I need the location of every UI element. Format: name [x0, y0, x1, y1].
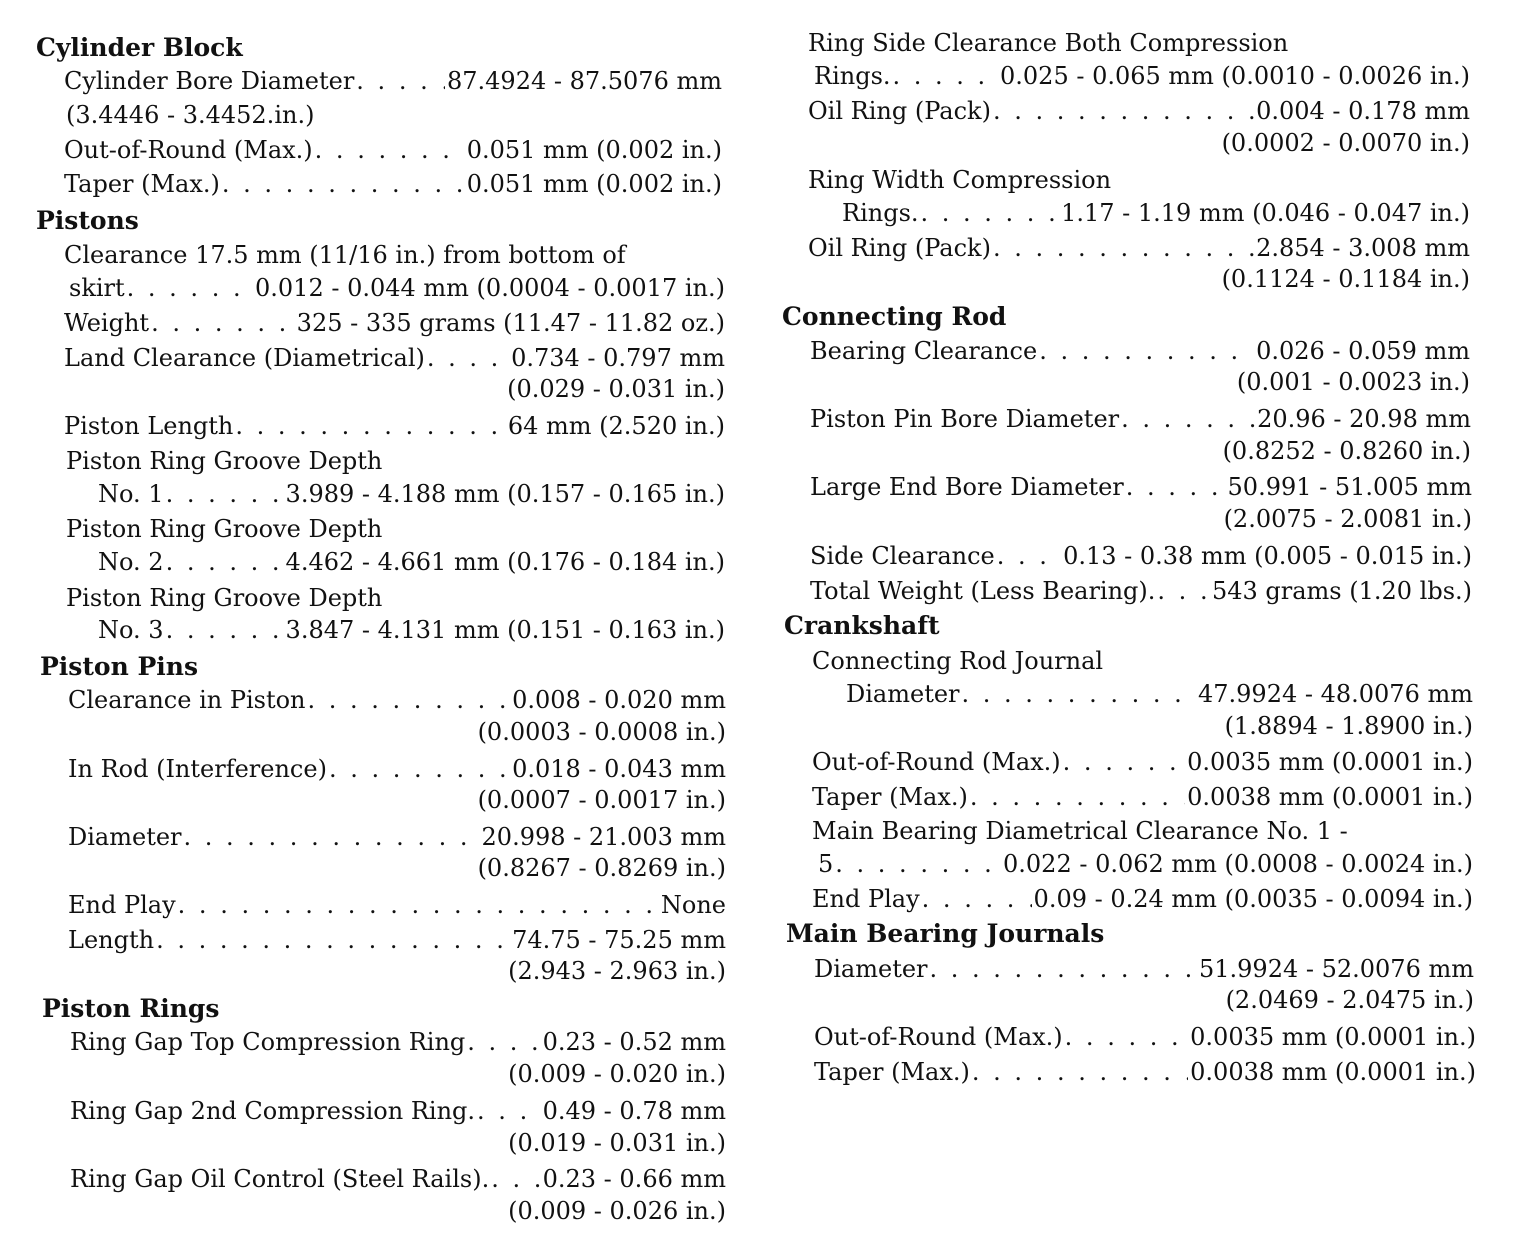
spec-row-side-rings — [814, 61, 1470, 91]
spec-label: End Play — [68, 891, 176, 919]
spec-row-main-taper — [814, 1057, 1476, 1087]
spec-value: 0.022 - 0.062 mm (0.0008 - 0.0024 in.) — [1003, 850, 1473, 878]
spec-label: No. 1 — [98, 480, 164, 508]
spec-value-secondary: (0.009 - 0.026 in.) — [508, 1197, 726, 1225]
spec-value: 0.025 - 0.065 mm (0.0010 - 0.0026 in.) — [1000, 62, 1470, 90]
spec-value-secondary: (1.8894 - 1.8900 in.) — [1224, 712, 1473, 740]
spec-value: 87.4924 - 87.5076 mm — [446, 67, 722, 95]
spec-label: No. 2 — [98, 548, 164, 576]
spec-row-pin-diameter — [68, 822, 726, 852]
spec-row-bore — [64, 66, 722, 96]
spec-row-bearing-clearance — [810, 336, 1470, 366]
leader-dots — [156, 925, 510, 955]
spec-value: 2.854 - 3.008 mm — [1256, 234, 1470, 262]
spec-label: 5 — [818, 850, 834, 878]
spec-label: Side Clearance — [810, 542, 995, 570]
spec-label: In Rod (Interference) — [68, 755, 327, 783]
leader-dots — [893, 61, 998, 91]
leader-dots — [922, 884, 1032, 914]
spec-heading-clearance: Clearance 17.5 mm (11/16 in.) from bottom of — [64, 241, 626, 269]
spec-label: Taper (Max.) — [814, 1058, 970, 1086]
spec-value-secondary: (2.0075 - 2.0081 in.) — [1223, 505, 1472, 533]
spec-label: End Play — [812, 885, 920, 913]
spec-heading-groove-3: Piston Ring Groove Depth — [66, 584, 383, 612]
section-title-connecting-rod: Connecting Rod — [782, 302, 1007, 331]
spec-value: 74.75 - 75.25 mm — [512, 926, 726, 954]
spec-value: 0.026 - 0.059 mm — [1256, 337, 1470, 365]
spec-label: Ring Gap Oil Control (Steel Rails). — [70, 1165, 490, 1193]
spec-row-out-of-round — [64, 135, 722, 165]
section-title-cylinder-block: Cylinder Block — [36, 33, 243, 62]
spec-label: Large End Bore Diameter — [810, 473, 1124, 501]
spec-value: 0.018 - 0.043 mm — [512, 755, 726, 783]
leader-dots — [1063, 747, 1185, 777]
spec-value-secondary: (2.0469 - 2.0475 in.) — [1225, 986, 1474, 1014]
leader-dots — [166, 547, 284, 577]
spec-heading-rod-journal: Connecting Rod Journal — [812, 647, 1104, 675]
spec-value: 0.004 - 0.178 mm — [1256, 97, 1470, 125]
spec-row-pin-length — [68, 925, 726, 955]
spec-row-main-bearing-clearance — [818, 849, 1473, 879]
spec-value-secondary: (0.8267 - 0.8269 in.) — [477, 854, 726, 882]
spec-label: Out-of-Round (Max.) — [812, 748, 1061, 776]
spec-label: Weight — [64, 309, 150, 337]
leader-dots — [962, 679, 1196, 709]
spec-row-gap-2nd — [70, 1096, 726, 1126]
leader-dots — [235, 411, 505, 441]
spec-heading-groove-2: Piston Ring Groove Depth — [66, 515, 383, 543]
leader-dots — [127, 273, 253, 303]
spec-value-secondary: (3.4446 - 3.4452.in.) — [66, 101, 315, 129]
spec-row-main-out-of-round — [814, 1022, 1476, 1052]
spec-value-secondary: (0.001 - 0.0023 in.) — [1236, 368, 1470, 396]
spec-label: Oil Ring (Pack) — [808, 234, 991, 262]
spec-heading-groove-1: Piston Ring Groove Depth — [66, 447, 383, 475]
spec-heading-side-clearance: Ring Side Clearance Both Compression — [808, 29, 1289, 57]
spec-value: 0.0038 mm (0.0001 in.) — [1190, 1058, 1476, 1086]
spec-value: 47.9924 - 48.0076 mm — [1197, 680, 1473, 708]
section-title-piston-pins: Piston Pins — [40, 652, 199, 681]
section-title-pistons: Pistons — [36, 206, 139, 235]
section-title-main-bearing-journals: Main Bearing Journals — [786, 919, 1105, 948]
spec-label: Out-of-Round (Max.) — [64, 136, 313, 164]
leader-dots — [329, 754, 510, 784]
spec-row-in-rod — [68, 754, 726, 784]
spec-label: No. 3 — [98, 616, 164, 644]
leader-dots — [1126, 472, 1226, 502]
spec-value: 0.13 - 0.38 mm (0.005 - 0.015 in.) — [1063, 542, 1472, 570]
leader-dots — [178, 890, 659, 920]
spec-value: 543 grams (1.20 lbs.) — [1211, 577, 1472, 605]
spec-row-taper — [64, 169, 722, 199]
leader-dots — [1121, 404, 1255, 434]
spec-value: 0.23 - 0.52 mm — [542, 1028, 726, 1056]
spec-row-gap-oil — [70, 1164, 726, 1194]
spec-label: Cylinder Bore Diameter — [64, 67, 355, 95]
spec-label: Piston Pin Bore Diameter — [810, 405, 1120, 433]
spec-value-secondary: (0.029 - 0.031 in.) — [507, 375, 725, 403]
spec-row-large-end — [810, 472, 1472, 502]
spec-value: 3.989 - 4.188 mm (0.157 - 0.165 in.) — [285, 480, 725, 508]
spec-value: 0.0035 mm (0.0001 in.) — [1190, 1023, 1476, 1051]
spec-row-side-clearance — [810, 541, 1472, 571]
spec-row-weight — [64, 308, 725, 338]
leader-dots — [491, 1164, 540, 1194]
leader-dots — [930, 954, 1197, 984]
spec-row-groove-2 — [98, 547, 725, 577]
spec-value: 1.17 - 1.19 mm (0.046 - 0.047 in.) — [1061, 199, 1470, 227]
leader-dots — [166, 615, 284, 645]
leader-dots — [184, 822, 480, 852]
spec-value-secondary: (0.0002 - 0.0070 in.) — [1221, 129, 1470, 157]
leader-dots — [1065, 1022, 1188, 1052]
spec-value-secondary: (0.009 - 0.020 in.) — [508, 1060, 726, 1088]
spec-label: Oil Ring (Pack) — [808, 97, 991, 125]
spec-label: Rings. — [814, 62, 891, 90]
spec-value-secondary: (0.1124 - 0.1184 in.) — [1221, 265, 1470, 293]
leader-dots — [921, 198, 1060, 228]
leader-dots — [835, 849, 1001, 879]
spec-value: 0.051 mm (0.002 in.) — [466, 136, 722, 164]
spec-row-total-weight — [810, 576, 1472, 606]
spec-label: Diameter — [68, 823, 182, 851]
spec-row-end-play — [68, 890, 726, 920]
leader-dots — [467, 1027, 540, 1057]
spec-value: 20.96 - 20.98 mm — [1257, 405, 1471, 433]
leader-dots — [1039, 336, 1254, 366]
spec-row-width-oil — [808, 233, 1470, 263]
spec-label: Bearing Clearance — [810, 337, 1038, 365]
spec-value: 0.49 - 0.78 mm — [542, 1097, 726, 1125]
spec-value: 0.012 - 0.044 mm (0.0004 - 0.0017 in.) — [255, 274, 725, 302]
leader-dots — [222, 169, 465, 199]
spec-label: Clearance in Piston — [68, 686, 306, 714]
spec-label: Ring Gap 2nd Compression Ring. — [70, 1097, 476, 1125]
leader-dots — [993, 233, 1254, 263]
section-title-crankshaft: Crankshaft — [784, 611, 940, 640]
spec-label: Length — [68, 926, 155, 954]
spec-row-pin-bore — [810, 404, 1471, 434]
spec-value-secondary: (0.019 - 0.031 in.) — [508, 1129, 726, 1157]
spec-label: Taper (Max.) — [64, 170, 220, 198]
leader-dots — [970, 782, 1185, 812]
leader-dots — [151, 308, 295, 338]
spec-value: 0.734 - 0.797 mm — [511, 344, 725, 372]
spec-value-secondary: (0.0007 - 0.0017 in.) — [477, 786, 726, 814]
spec-value: 20.998 - 21.003 mm — [481, 823, 726, 851]
leader-dots — [993, 96, 1254, 126]
leader-dots — [477, 1096, 541, 1126]
spec-label: Out-of-Round (Max.) — [814, 1023, 1063, 1051]
spec-label: Diameter — [814, 955, 928, 983]
leader-dots — [997, 541, 1061, 571]
spec-row-crank-out-of-round — [812, 747, 1473, 777]
spec-row-journal-diameter — [846, 679, 1473, 709]
spec-row-main-journal-diameter — [814, 954, 1474, 984]
spec-label: Land Clearance (Diametrical) — [64, 344, 425, 372]
spec-label: Total Weight (Less Bearing). — [810, 577, 1156, 605]
spec-value: 3.847 - 4.131 mm (0.151 - 0.163 in.) — [285, 616, 725, 644]
spec-label: Rings. — [842, 199, 919, 227]
spec-row-piston-length — [64, 411, 725, 441]
spec-value: 0.09 - 0.24 mm (0.0035 - 0.0094 in.) — [1033, 885, 1473, 913]
spec-value: 64 mm (2.520 in.) — [507, 412, 725, 440]
spec-heading-ring-width: Ring Width Compression — [808, 166, 1112, 194]
spec-value-secondary: (0.0003 - 0.0008 in.) — [477, 718, 726, 746]
spec-row-land-clearance — [64, 343, 725, 373]
spec-label: skirt — [69, 274, 125, 302]
leader-dots — [356, 66, 445, 96]
spec-row-groove-1 — [98, 479, 725, 509]
spec-value: 51.9924 - 52.0076 mm — [1198, 955, 1474, 983]
leader-dots — [972, 1057, 1188, 1087]
spec-value: 325 - 335 grams (11.47 - 11.82 oz.) — [296, 309, 725, 337]
spec-label: Piston Length — [64, 412, 234, 440]
spec-row-gap-top — [70, 1027, 726, 1057]
spec-value-secondary: (2.943 - 2.963 in.) — [508, 957, 726, 985]
spec-value: 50.991 - 51.005 mm — [1227, 473, 1472, 501]
spec-value: 0.008 - 0.020 mm — [512, 686, 726, 714]
spec-value-secondary: (0.8252 - 0.8260 in.) — [1222, 437, 1471, 465]
spec-row-crank-end-play — [812, 884, 1473, 914]
spec-row-side-oil — [808, 96, 1470, 126]
spec-row-width-rings — [842, 198, 1470, 228]
spec-label: Diameter — [846, 680, 960, 708]
leader-dots — [1157, 576, 1210, 606]
section-title-piston-rings: Piston Rings — [42, 994, 220, 1023]
leader-dots — [308, 685, 511, 715]
spec-value: 0.0035 mm (0.0001 in.) — [1187, 748, 1473, 776]
spec-label: Ring Gap Top Compression Ring — [70, 1028, 466, 1056]
spec-row-crank-taper — [812, 782, 1473, 812]
spec-label: Taper (Max.) — [812, 783, 968, 811]
spec-row-groove-3 — [98, 615, 725, 645]
spec-heading-main-bearing-clearance: Main Bearing Diametrical Clearance No. 1 - — [812, 817, 1348, 845]
spec-value: 0.051 mm (0.002 in.) — [466, 170, 722, 198]
leader-dots — [427, 343, 509, 373]
spec-value: 4.462 - 4.661 mm (0.176 - 0.184 in.) — [285, 548, 725, 576]
leader-dots — [315, 135, 465, 165]
spec-value: 0.0038 mm (0.0001 in.) — [1187, 783, 1473, 811]
leader-dots — [166, 479, 284, 509]
spec-value: None — [660, 891, 726, 919]
spec-value: 0.23 - 0.66 mm — [542, 1165, 726, 1193]
spec-row-skirt — [69, 273, 725, 303]
spec-row-pin-clearance — [68, 685, 726, 715]
